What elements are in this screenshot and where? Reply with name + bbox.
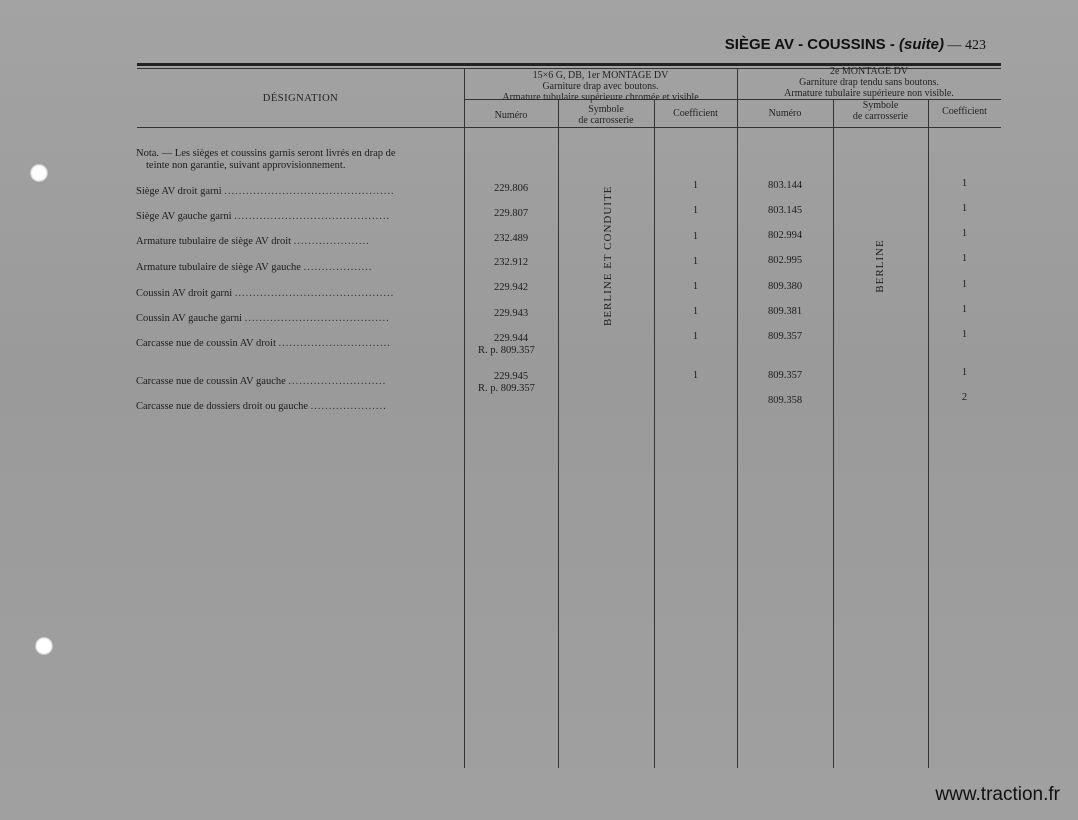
row-label [136, 376, 460, 387]
row-coef1: 1 [692, 331, 699, 342]
row-num1: 229.942 [493, 282, 529, 293]
col-divider-group [737, 68, 738, 768]
col-divider-sym1 [654, 100, 655, 768]
symbole-header-1 [558, 104, 654, 126]
col-divider-num2 [833, 100, 834, 768]
row-coef2: 1 [961, 329, 968, 340]
row-label-text: Coussin AV gauche garni [136, 313, 243, 324]
row-num1: 229.943 [493, 308, 529, 319]
row-label-text: Carcasse nue de coussin AV droit [136, 338, 276, 349]
group2-header-line1: 2e MONTAGE DV [829, 66, 909, 77]
row-replacement-ref: R. p. 809.357 [478, 345, 535, 356]
row-coef2: 1 [961, 178, 968, 189]
row-label [136, 262, 460, 273]
designation-header: DÉSIGNATION [262, 93, 339, 104]
row-leader-dots: ..................... [293, 236, 370, 247]
binder-hole-bottom [35, 637, 53, 655]
symbole-header-2-line1: Symbole [862, 100, 899, 111]
row-coef1: 1 [692, 306, 699, 317]
row-label [136, 313, 460, 324]
row-num2: 809.381 [767, 306, 803, 317]
col-divider-designation [464, 68, 465, 768]
row-leader-dots: ............................................ [234, 288, 395, 299]
nota-line2: teinte non garantie, suivant approvisionnement. [146, 160, 346, 171]
row-coef2: 1 [961, 228, 968, 239]
group1-header-line2: Garniture drap avec boutons. [542, 81, 659, 92]
row-label-text: Siège AV gauche garni [136, 211, 232, 222]
row-label-text: Carcasse nue de dossiers droit ou gauche [136, 401, 309, 412]
group1-header-line3: Armature tubulaire supérieure chromée et visible [502, 92, 699, 103]
row-num2: 809.357 [767, 331, 803, 342]
watermark: www.traction.fr [935, 784, 1060, 805]
row-label [136, 236, 460, 247]
row-coef1: 1 [692, 256, 699, 267]
symbol-group2-vertical: BERLINE [874, 239, 886, 293]
page-title: SIÈGE AV - COUSSINS - [724, 36, 899, 53]
coefficient-header-2: Coefficient [942, 106, 987, 117]
row-num1: 229.807 [493, 208, 529, 219]
row-num2: 809.357 [767, 370, 803, 381]
row-leader-dots: ............................... [278, 338, 391, 349]
row-label [136, 211, 460, 222]
row-leader-dots: ............................................... [224, 186, 395, 197]
row-label-text: Coussin AV droit garni [136, 288, 233, 299]
row-num1: 232.912 [493, 257, 529, 268]
row-num2: 809.358 [767, 395, 803, 406]
symbole-header-2-line2: de carrosserie [852, 111, 909, 122]
row-label [136, 288, 460, 299]
row-num2: 803.144 [767, 180, 803, 191]
nota-text [136, 148, 466, 172]
row-label-text: Armature tubulaire de siège AV gauche [136, 262, 301, 273]
group2-header-line2: Garniture drap tendu sans boutons. [799, 77, 939, 88]
page-title-separator: — [944, 38, 965, 53]
row-num1: 229.945 [493, 371, 529, 382]
row-coef1: 1 [692, 281, 699, 292]
page-number: 423 [965, 38, 986, 53]
row-num2: 802.995 [767, 255, 803, 266]
row-coef2: 1 [961, 367, 968, 378]
row-coef2: 1 [961, 279, 968, 290]
row-label [136, 186, 460, 197]
group1-header [464, 70, 737, 103]
row-replacement-ref: R. p. 809.357 [478, 383, 535, 394]
col-divider-sym2 [928, 100, 929, 768]
row-coef1: 1 [692, 231, 699, 242]
row-coef1: 1 [692, 205, 699, 216]
table-header-rule [137, 127, 1001, 128]
symbole-header-2 [833, 100, 928, 122]
row-num1: 229.806 [493, 183, 529, 194]
group2-header-line3: Armature tubulaire supérieure non visible. [784, 88, 954, 99]
row-num1: 229.944 [493, 333, 529, 344]
row-label [136, 401, 460, 412]
symbole-header-1-line2: de carrosserie [578, 115, 634, 126]
symbole-header-1-line1: Symbole [588, 104, 624, 115]
row-label-text: Carcasse nue de coussin AV gauche [136, 376, 286, 387]
numero-header-1: Numéro [494, 110, 528, 121]
row-label-text: Armature tubulaire de siège AV droit [136, 236, 292, 247]
row-coef1: 1 [692, 370, 699, 381]
group1-header-line1: 15×6 G, DB, 1er MONTAGE DV [532, 70, 669, 81]
row-coef2: 2 [961, 392, 968, 403]
row-leader-dots: ..................... [310, 401, 387, 412]
row-coef1: 1 [692, 180, 699, 191]
row-label-text: Siège AV droit garni [136, 186, 222, 197]
row-leader-dots: ........................... [288, 376, 387, 387]
row-num1: 232.489 [493, 233, 529, 244]
row-coef2: 1 [961, 253, 968, 264]
row-label [136, 338, 460, 349]
row-coef2: 1 [961, 304, 968, 315]
col-divider-num1 [558, 100, 559, 768]
page-header [725, 36, 986, 54]
page-title-suite: (suite) [899, 36, 944, 53]
row-num2: 809.380 [767, 281, 803, 292]
row-num2: 802.994 [767, 230, 803, 241]
row-num2: 803.145 [767, 205, 803, 216]
row-leader-dots: ................... [303, 262, 373, 273]
row-leader-dots: ........................................... [234, 211, 391, 222]
symbol-group1-vertical: BERLINE ET CONDUITE [602, 185, 614, 326]
row-leader-dots: ........................................ [244, 313, 390, 324]
group2-header [737, 66, 1001, 99]
nota-line1: Nota. — Les sièges et coussins garnis seront livrés en drap de [136, 148, 396, 159]
coefficient-header-1: Coefficient [673, 108, 718, 119]
binder-hole-top [30, 164, 48, 182]
row-coef2: 1 [961, 203, 968, 214]
numero-header-2: Numéro [768, 108, 802, 119]
